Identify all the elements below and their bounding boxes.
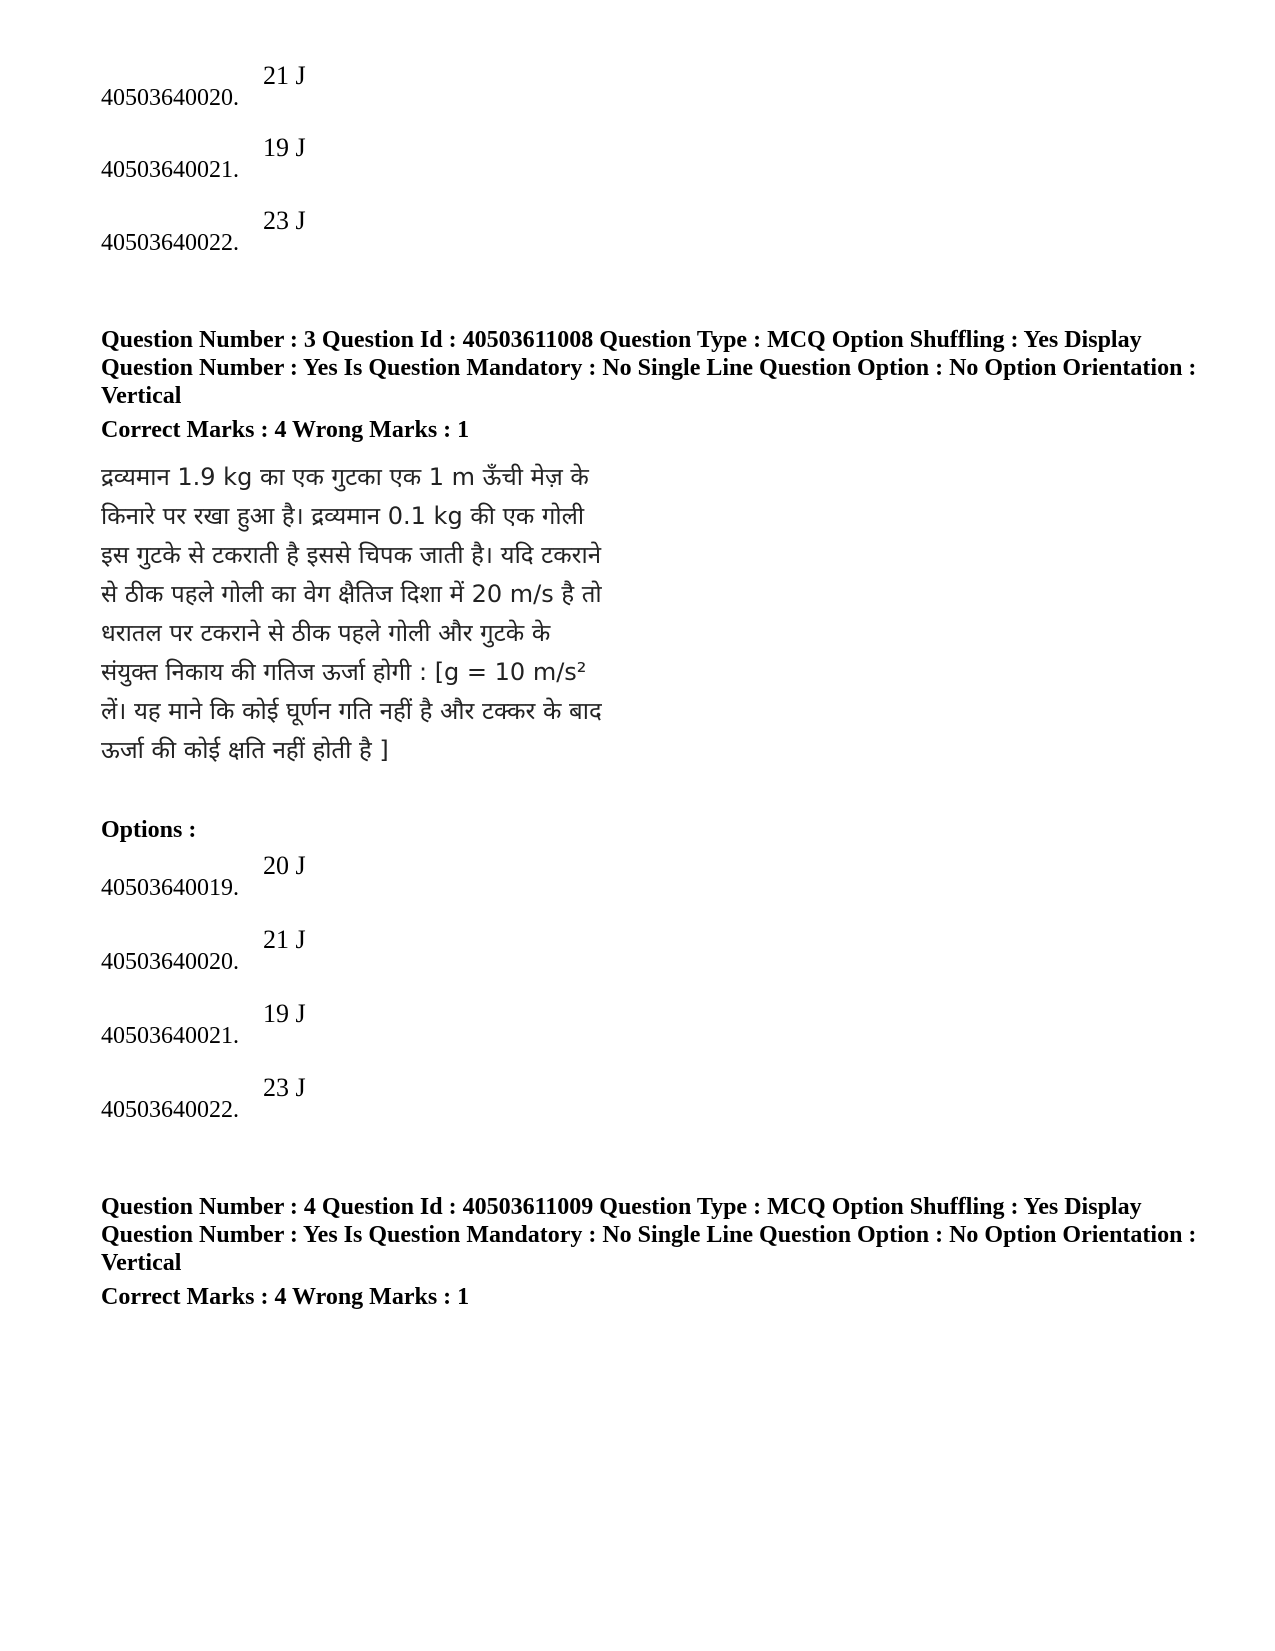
option-id: 40503640019. xyxy=(101,875,239,901)
question-meta: Question Number : 4 Question Id : 40503611009 Question Type : MCQ Option Shuffling : Yes Display Question Number : Yes Is Question Mandatory : No Single Line Question Option : No Option Orientation : Vertical xyxy=(101,1194,1197,1276)
options-label: Options : xyxy=(101,817,197,843)
option-value: 21 J xyxy=(263,61,306,90)
option-value: 21 J xyxy=(263,925,306,954)
option-id: 40503640020. xyxy=(101,949,239,975)
question-3-header xyxy=(101,326,1201,444)
question-meta: Question Number : 3 Question Id : 40503611008 Question Type : MCQ Option Shuffling : Yes Display Question Number : Yes Is Question Mandatory : No Single Line Question Option : No Option Orientation : Vertical xyxy=(101,327,1197,409)
question-marks: Correct Marks : 4 Wrong Marks : 1 xyxy=(101,417,470,443)
option-row xyxy=(101,852,601,902)
option-row xyxy=(101,926,601,976)
option-value: 23 J xyxy=(263,1073,306,1102)
option-row xyxy=(101,207,601,257)
option-value: 19 J xyxy=(263,999,306,1028)
question-text: द्रव्यमान 1.9 kg का एक गुटका एक 1 m ऊँची मेज़ के किनारे पर रखा हुआ है। द्रव्यमान 0.1 kg की एक गोली इस गुटके से टकराती है इससे चिपक जाती है। यदि टकराने से ठीक पहले गोली का वेग क्षैतिज दिशा में 20 m/s है तो धरातल पर टकराने से ठीक पहले गोली और गुटके के संयुक्त निकाय की गतिज ऊर्जा होगी : [g = 10 m/s² लें। यह माने कि कोई घूर्णन गति नहीं है और टक्कर के बाद ऊर्जा की कोई क्षति नहीं होती है ] xyxy=(101,463,602,764)
option-id: 40503640022. xyxy=(101,1097,239,1123)
option-value: 23 J xyxy=(263,206,306,235)
option-row xyxy=(101,1000,601,1050)
option-row xyxy=(101,62,601,112)
question-4-header xyxy=(101,1193,1201,1311)
option-value: 20 J xyxy=(263,851,306,880)
question-marks: Correct Marks : 4 Wrong Marks : 1 xyxy=(101,1284,470,1310)
option-row xyxy=(101,1074,601,1124)
option-value: 19 J xyxy=(263,133,306,162)
option-row xyxy=(101,134,601,184)
option-id: 40503640021. xyxy=(101,157,239,183)
option-id: 40503640020. xyxy=(101,85,239,111)
option-id: 40503640021. xyxy=(101,1023,239,1049)
option-id: 40503640022. xyxy=(101,230,239,256)
